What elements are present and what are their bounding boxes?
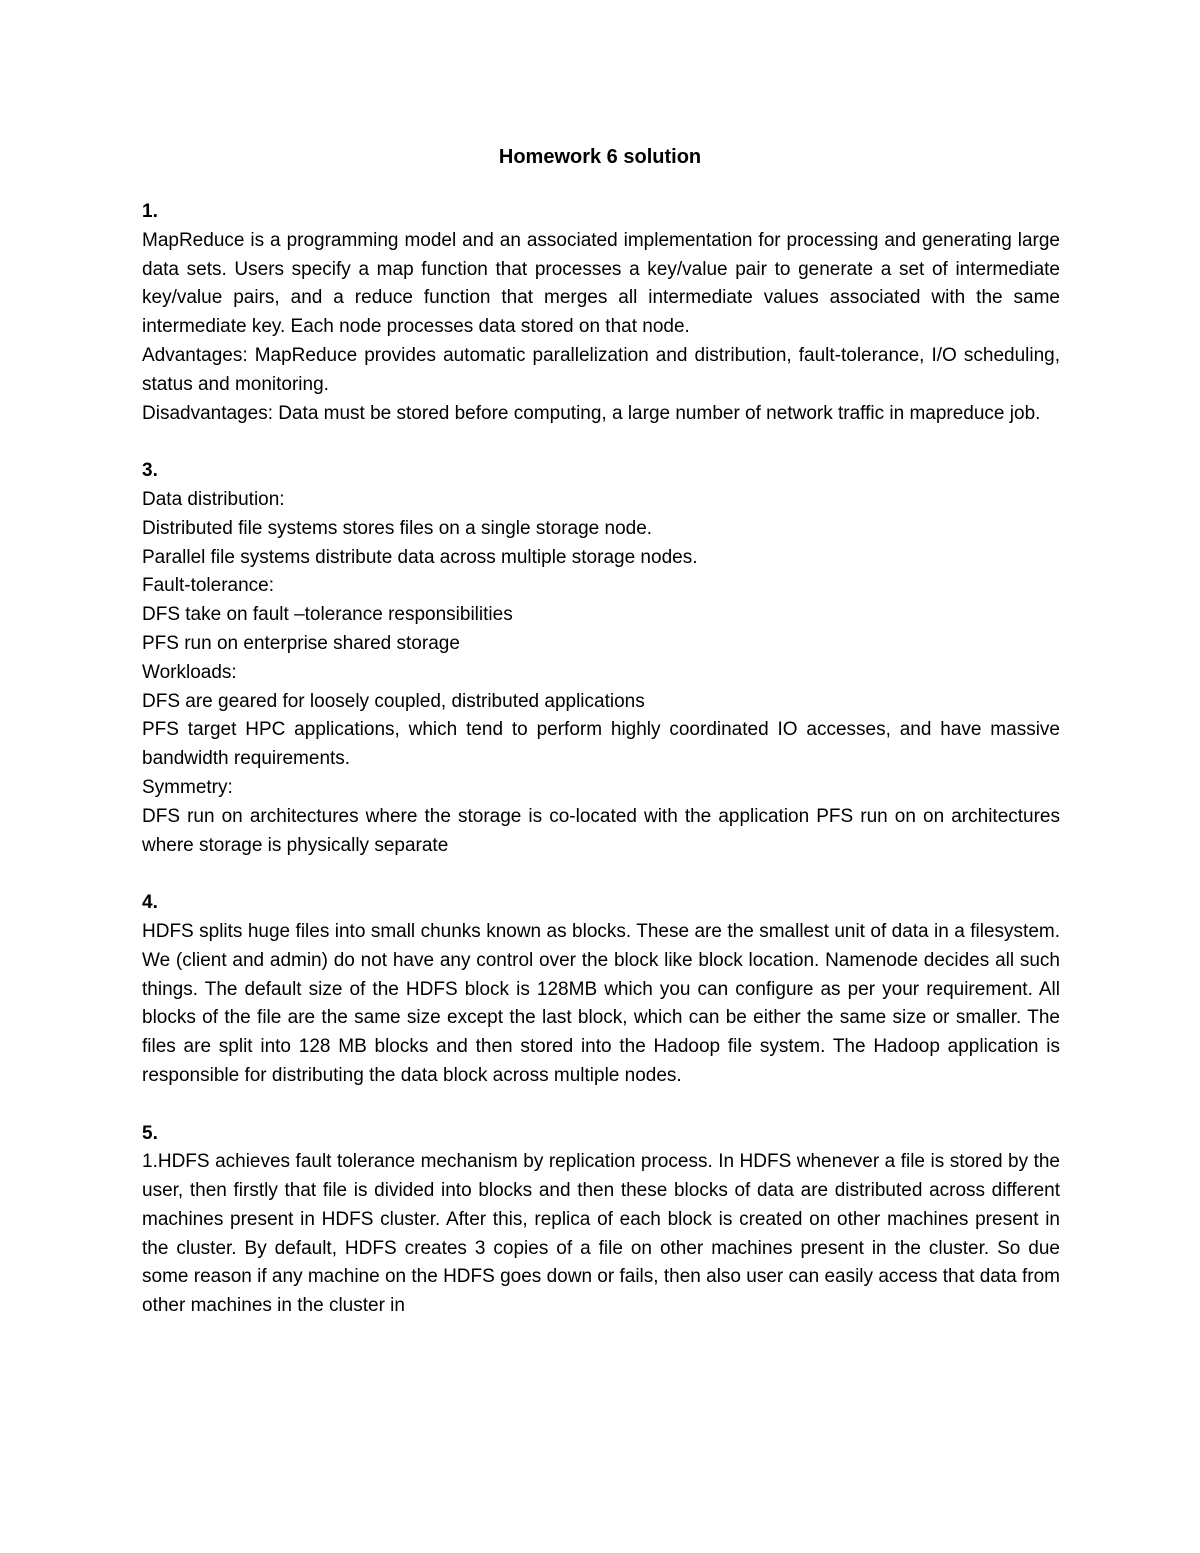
question-1-advantages: Advantages: MapReduce provides automatic parallelization and distribution, fault-tolerance, I/O scheduling, status and monitoring. [142,344,1060,395]
question-4-number: 4. [142,892,158,914]
question-1-number: 1. [142,201,158,222]
question-1-body: MapReduce is a programming model and an associated implementation for processing and generating large data sets. Users specify a map function that processes a key/value pair to generate a set of intermediate key/value pairs, and a reduce function that merges all intermediate values associated with the same intermediate key. Each node processes data stored on that node. [142,229,1060,338]
question-5-body: 1.HDFS achieves fault tolerance mechanism by replication process. In HDFS whenever a file is stored by the user, then firstly that file is divided into blocks and then these blocks of data are distributed across different machines present in HDFS cluster. After this, replica of each block is created on other machines present in the cluster. By default, HDFS creates 3 copies of a file on other machines present in the cluster. So due some reason if any machine on the HDFS goes down or fails, then also user can easily access that data from other machines in the cluster in [142,1151,1060,1317]
question-1-disadvantages: Disadvantages: Data must be stored before computing, a large number of network traffic in mapreduce job. [142,402,1041,424]
question-3-line: Symmetry: [142,776,233,798]
question-3-line: PFS run on enterprise shared storage [142,632,460,654]
question-4-body: HDFS splits huge files into small chunks known as blocks. These are the smallest unit of data in a filesystem. We (client and admin) do not have any control over the block like block location. Namenode decides all such things. The default size of the HDFS block is 128MB which you can configure as per your requirement. All blocks of the file are the same size except the last block, which can be either the same size or smaller. The files are split into 128 MB blocks and then stored into the Hadoop file system. The Hadoop application is responsible for distributing the data block across multiple nodes. [142,920,1060,1086]
question-3-line: Parallel file systems distribute data across multiple storage nodes. [142,546,698,568]
question-5-number: 5. [142,1122,158,1144]
question-3-line: Distributed file systems stores files on a single storage node. [142,517,653,539]
paragraph-gap [142,1091,1060,1120]
question-3-line: PFS target HPC applications, which tend to perform highly coordinated IO accesses, and have massive bandwidth requirements. [142,719,1060,770]
document-content [142,198,1060,1321]
question-3-line: DFS run on architectures where the storage is co-located with the application PFS run on on architectures where storage is physically separate [142,805,1060,856]
question-3-line: Data distribution: [142,488,285,510]
paragraph-gap [142,428,1060,457]
paragraph-gap [142,860,1060,889]
question-3-line: Workloads: [142,661,237,683]
question-3-number: 3. [142,460,158,482]
question-3-line: DFS are geared for loosely coupled, distributed applications [142,690,645,712]
document-title: Homework 6 solution [498,146,702,168]
question-3-line: DFS take on fault –tolerance responsibilities [142,604,513,626]
question-3-line: Fault-tolerance: [142,575,275,597]
